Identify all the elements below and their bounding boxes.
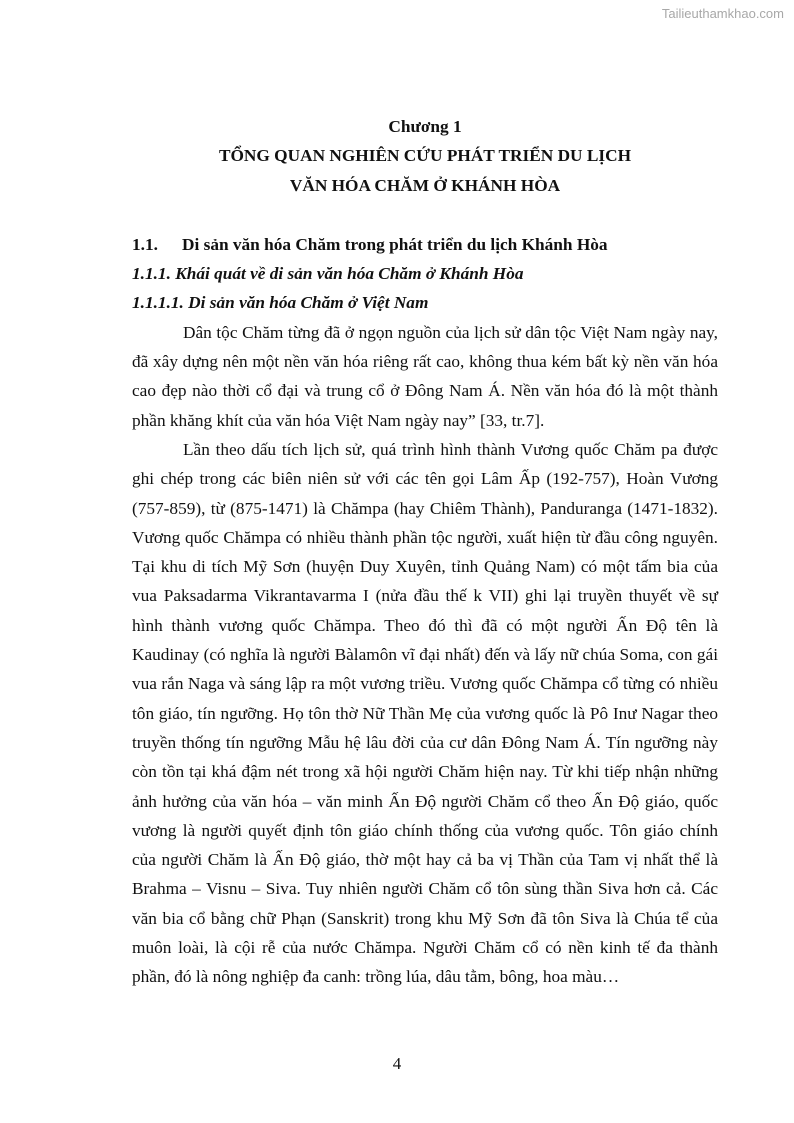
subsubsection-heading: 1.1.1.1. Di sản văn hóa Chăm ở Việt Nam: [132, 293, 429, 313]
section-heading: [132, 230, 718, 259]
subsection-heading: 1.1.1. Khái quát về di sản văn hóa Chăm ở Khánh Hòa: [132, 264, 524, 284]
section-title: Di sản văn hóa Chăm trong phát triển du lịch Khánh Hòa: [182, 234, 608, 254]
chapter-title-line-2: VĂN HÓA CHĂM Ở KHÁNH HÒA: [289, 175, 561, 195]
chapter-title-line-1: TỔNG QUAN NGHIÊN CỨU PHÁT TRIỂN DU LỊCH: [218, 146, 632, 166]
paragraph: Lần theo dấu tích lịch sử, quá trình hình thành Vương quốc Chăm pa được ghi chép trong các biên niên sử với các tên gọi Lâm Ấp (192-757), Hoàn Vương (757-859), từ (875-1471) là Chămpa (hay Chiêm Thành), Panduranga (1471-1832). Vương quốc Chămpa có nhiều thành phần tộc người, xuất hiện từ đầu công nguyên. Tại khu di tích Mỹ Sơn (huyện Duy Xuyên, tỉnh Quảng Nam) có một tấm bia của vua Paksadarma Vikrantavarma I (nửa đầu thế k VII) ghi lại truyền thuyết về sự hình thành vương quốc Chămpa. Theo đó thì đã có một người Ấn Độ tên là Kaudinay (có nghĩa là người Bàlamôn vĩ đại nhất) đến và lấy nữ chúa Soma, con gái vua rắn Naga và sáng lập ra một vương triều. Vương quốc Chămpa cổ từng có nhiều tôn giáo, tín ngưỡng. Họ tôn thờ Nữ Thần Mẹ của vương quốc là Pô Inư Nagar theo truyền thống tín ngưỡng Mẫu hệ lâu đời của cư dân Đông Nam Á. Tín ngưỡng này còn tồn tại khá đậm nét trong xã hội người Chăm hiện nay. Từ khi tiếp nhận những ảnh hưởng của văn hóa – văn minh Ấn Độ người Chăm cổ theo Ấn Độ giáo, quốc vương là người quyết định tôn giáo chính thống của vương quốc. Tôn giáo chính của người Chăm là Ấn Độ giáo, thờ một hay cả ba vị Thần của Tam vị nhất thể là Brahma – Visnu – Siva. Tuy nhiên người Chăm cổ tôn sùng thần Siva hơn cả. Các văn bia cổ bằng chữ Phạn (Sanskrit) trong khu Mỹ Sơn đã tôn Siva là Chúa tể của muôn loài, là cội rễ của nước Chămpa. Người Chăm cổ có nền kinh tế đa thành phần, đó là nông nghiệp đa canh: trồng lúa, dâu tằm, bông, hoa màu…: [132, 439, 718, 987]
section-number: 1.1.: [132, 234, 158, 254]
document-page: [132, 112, 718, 992]
chapter-label: Chương 1: [388, 117, 462, 136]
watermark: Tailieuthamkhao.com: [661, 6, 784, 21]
page-number: 4: [392, 1054, 402, 1073]
paragraph: Dân tộc Chăm từng đã ở ngọn nguồn của lịch sử dân tộc Việt Nam ngày nay, đã xây dựng nên một nền văn hóa riêng rất cao, không thua kém bất kỳ nền văn hóa cao đẹp nào thời cổ đại và trung cổ ở Đông Nam Á. Nền văn hóa đó là một thành phần khăng khít của văn hóa Việt Nam ngày nay” [33, tr.7].: [132, 322, 718, 430]
